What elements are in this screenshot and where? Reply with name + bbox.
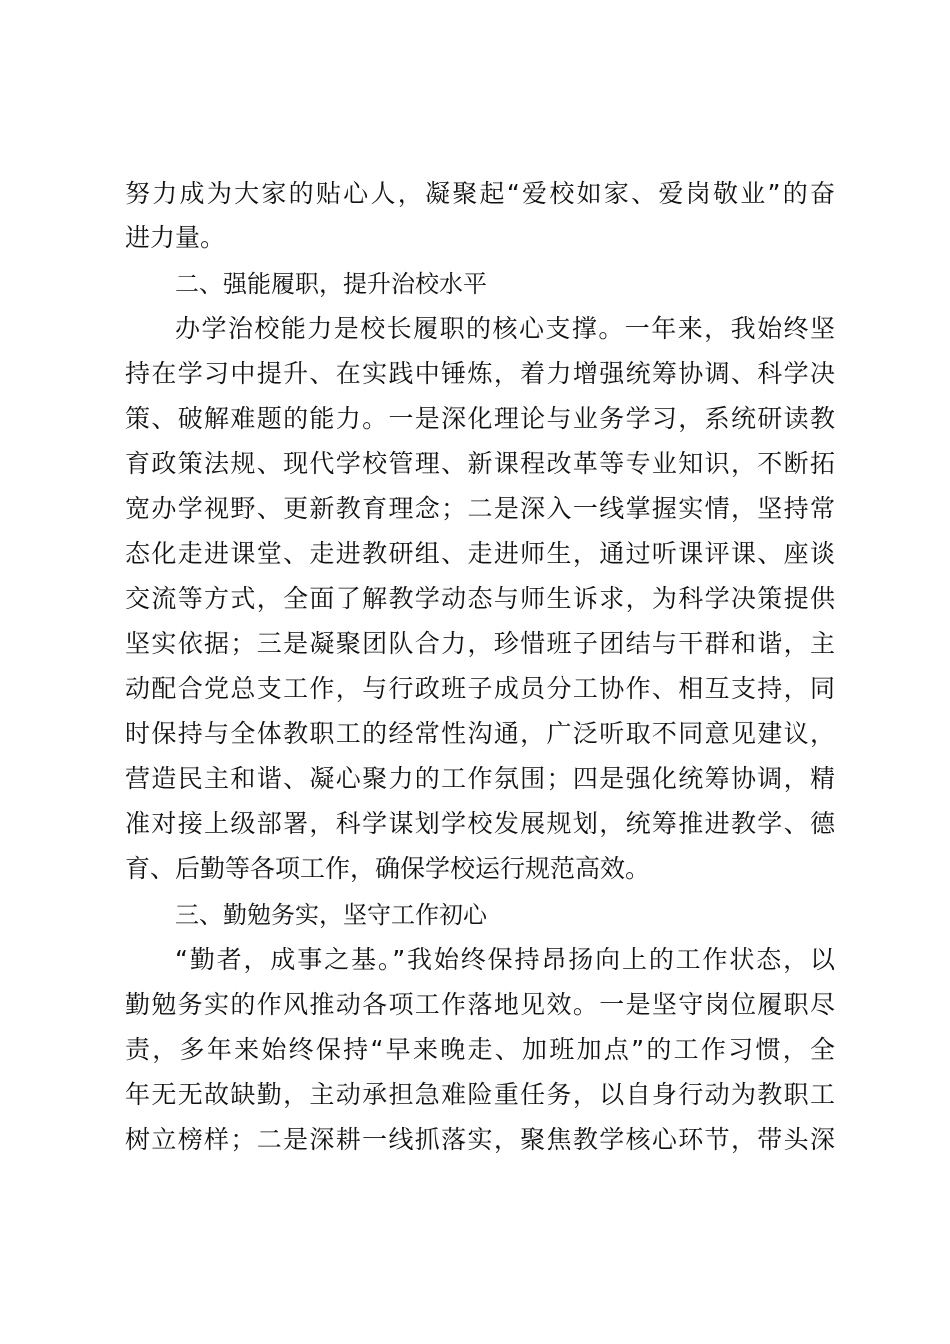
paragraph-line: 坚实依据；三是凝聚团队合力，珍惜班子团结与干群和谐，主 [125, 629, 835, 658]
paragraph-line: 年无无故缺勤，主动承担急难险重任务，以自身行动为教职工 [125, 1080, 835, 1109]
paragraph-line: 时保持与全体教职工的经常性沟通，广泛听取不同意见建议， [125, 719, 835, 748]
paragraph-line: 宽办学视野、更新教育理念；二是深入一线掌握实情，坚持常 [125, 494, 835, 523]
paragraph-line: 营造民主和谐、凝心聚力的工作氛围；四是强化统筹协调，精 [125, 764, 835, 793]
paragraph-line: 树立榜样；二是深耕一线抓落实，聚焦教学核心环节，带头深 [125, 1125, 835, 1154]
section-heading: 三、勤勉务实，坚守工作初心 [175, 901, 487, 929]
paragraph-line: 努力成为大家的贴心人，凝聚起“爱校如家、爱岗敬业”的奋 [125, 179, 835, 208]
paragraph-line: 策、破解难题的能力。一是深化理论与业务学习，系统研读教 [125, 404, 835, 433]
paragraph-line: 办学治校能力是校长履职的核心支撑。一年来，我始终坚 [175, 314, 835, 343]
paragraph-line: 育、后勤等各项工作，确保学校运行规范高效。 [125, 854, 651, 883]
paragraph-line: 育政策法规、现代学校管理、新课程改革等专业知识，不断拓 [125, 449, 835, 478]
paragraph-line: 交流等方式，全面了解教学动态与师生诉求，为科学决策提供 [125, 584, 835, 613]
section-heading: 二、强能履职，提升治校水平 [175, 270, 487, 298]
paragraph-line: 持在学习中提升、在实践中锤炼，着力增强统筹协调、科学决 [125, 359, 835, 388]
paragraph-line: 动配合党总支工作，与行政班子成员分工协作、相互支持，同 [125, 674, 835, 703]
paragraph-line: 勤勉务实的作风推动各项工作落地见效。一是坚守岗位履职尽 [125, 990, 835, 1019]
paragraph-line: 进力量。 [125, 223, 226, 252]
paragraph-line: 态化走进课堂、走进教研组、走进师生，通过听课评课、座谈 [125, 539, 835, 568]
paragraph-line: “勤者，成事之基。”我始终保持昂扬向上的工作状态，以 [175, 945, 835, 974]
paragraph-line: 责，多年来始终保持“早来晚走、加班加点”的工作习惯，全 [125, 1035, 835, 1064]
paragraph-line: 准对接上级部署，科学谋划学校发展规划，统筹推进教学、德 [125, 809, 835, 838]
